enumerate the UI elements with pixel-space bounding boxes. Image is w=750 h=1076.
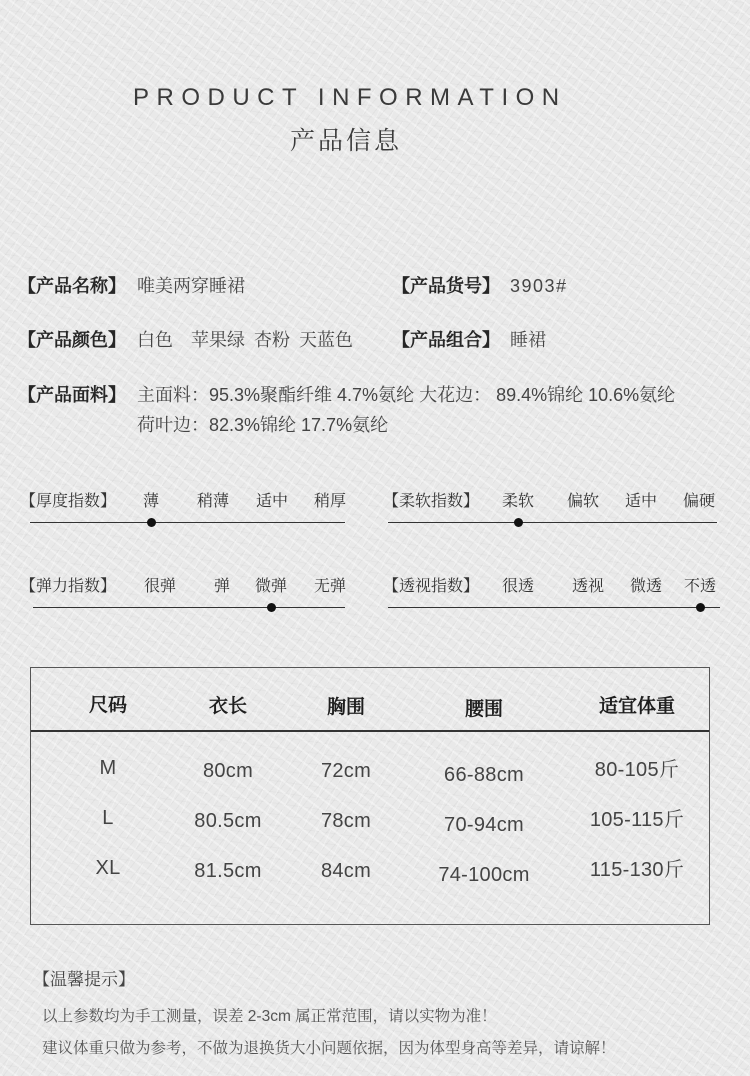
transparency-option: 微透 bbox=[629, 578, 663, 595]
table-header-cell: 衣长 bbox=[208, 696, 248, 717]
table-header-cell: 腰围 bbox=[464, 699, 504, 720]
elasticity-index-label: 【弹力指数】 bbox=[20, 578, 117, 595]
transparency-option: 很透 bbox=[501, 578, 535, 595]
tips-line-1: 以上参数均为手工测量，误差 2-3cm 属正常范围，请以实物为准！ bbox=[42, 1008, 497, 1025]
elasticity-index-scale bbox=[0, 575, 375, 615]
product-fabric-line-2: 荷叶边：82.3%锦纶 17.7%氨纶 bbox=[137, 415, 389, 435]
product-colors-label: 【产品颜色】 bbox=[18, 330, 126, 350]
product-colors-value: 白色 苹果绿 杏粉 天蓝色 bbox=[137, 330, 354, 350]
elasticity-option: 很弹 bbox=[143, 578, 177, 595]
softness-index-scale bbox=[375, 490, 750, 530]
table-row bbox=[31, 857, 709, 887]
transparency-index-label: 【透视指数】 bbox=[383, 578, 480, 595]
product-sku-value: 3903# bbox=[510, 276, 568, 296]
size-table bbox=[30, 667, 710, 925]
table-cell: 74-100cm bbox=[438, 864, 530, 886]
elasticity-scale-line bbox=[33, 607, 345, 608]
table-cell: 80cm bbox=[202, 760, 254, 782]
softness-indicator-dot bbox=[514, 518, 523, 527]
table-header-cell: 适宜体重 bbox=[598, 696, 676, 717]
table-cell: 105-115斤 bbox=[589, 809, 685, 831]
product-combo-label: 【产品组合】 bbox=[392, 330, 500, 350]
softness-index-label: 【柔软指数】 bbox=[383, 493, 480, 510]
elasticity-option: 微弹 bbox=[254, 578, 288, 595]
table-cell: 80.5cm bbox=[194, 810, 262, 832]
softness-option: 柔软 bbox=[501, 493, 535, 510]
thickness-indicator-dot bbox=[147, 518, 156, 527]
thickness-scale-line bbox=[30, 522, 345, 523]
product-fabric-label: 【产品面料】 bbox=[18, 385, 126, 405]
transparency-option: 不透 bbox=[683, 578, 717, 595]
table-cell: 80-105斤 bbox=[594, 759, 680, 781]
tips-line-2: 建议体重只做为参考，不做为退换货大小问题依据，因为体型身高等差异，请谅解！ bbox=[42, 1040, 616, 1057]
thickness-option: 适中 bbox=[255, 493, 289, 510]
page-title-chinese: 产品信息 bbox=[290, 127, 403, 155]
product-fabric-line-1: 主面料：95.3%聚酯纤维 4.7%氨纶 大花边： 89.4%锦纶 10.6%氨纶 bbox=[137, 385, 676, 405]
table-cell: 66-88cm bbox=[444, 764, 524, 786]
tips-title: 【温馨提示】 bbox=[33, 970, 135, 989]
softness-option: 偏硬 bbox=[682, 493, 716, 510]
softness-scale-line bbox=[388, 522, 717, 523]
elasticity-option: 无弹 bbox=[313, 578, 347, 595]
table-cell: 115-130斤 bbox=[589, 859, 685, 881]
table-header-cell: 胸围 bbox=[326, 697, 366, 718]
table-cell: XL bbox=[95, 857, 121, 879]
table-cell: 84cm bbox=[320, 860, 372, 882]
elasticity-option: 弹 bbox=[213, 578, 231, 595]
table-cell: L bbox=[102, 807, 114, 829]
page-title-english: PRODUCT INFORMATION bbox=[133, 84, 567, 111]
table-cell: 81.5cm bbox=[194, 860, 262, 882]
transparency-indicator-dot bbox=[696, 603, 705, 612]
transparency-scale-line bbox=[388, 607, 720, 608]
table-cell: 78cm bbox=[320, 810, 372, 832]
product-name-label: 【产品名称】 bbox=[18, 276, 126, 296]
table-cell: M bbox=[99, 757, 117, 779]
thickness-option: 薄 bbox=[142, 493, 160, 510]
thickness-index-scale bbox=[0, 490, 375, 530]
product-combo-value: 睡裙 bbox=[510, 330, 546, 350]
softness-option: 适中 bbox=[624, 493, 658, 510]
product-name-value: 唯美两穿睡裙 bbox=[137, 276, 245, 296]
table-row bbox=[31, 807, 709, 837]
table-header-cell: 尺码 bbox=[88, 695, 128, 716]
table-header-divider bbox=[31, 730, 709, 732]
transparency-option: 透视 bbox=[571, 578, 605, 595]
table-row bbox=[31, 757, 709, 787]
table-cell: 72cm bbox=[320, 760, 372, 782]
table-header-row bbox=[31, 696, 709, 726]
thickness-index-label: 【厚度指数】 bbox=[20, 493, 117, 510]
elasticity-indicator-dot bbox=[267, 603, 276, 612]
table-cell: 70-94cm bbox=[444, 814, 524, 836]
transparency-index-scale bbox=[375, 575, 750, 615]
product-sku-label: 【产品货号】 bbox=[392, 276, 500, 296]
softness-option: 偏软 bbox=[566, 493, 600, 510]
thickness-option: 稍薄 bbox=[196, 493, 230, 510]
thickness-option: 稍厚 bbox=[313, 493, 347, 510]
